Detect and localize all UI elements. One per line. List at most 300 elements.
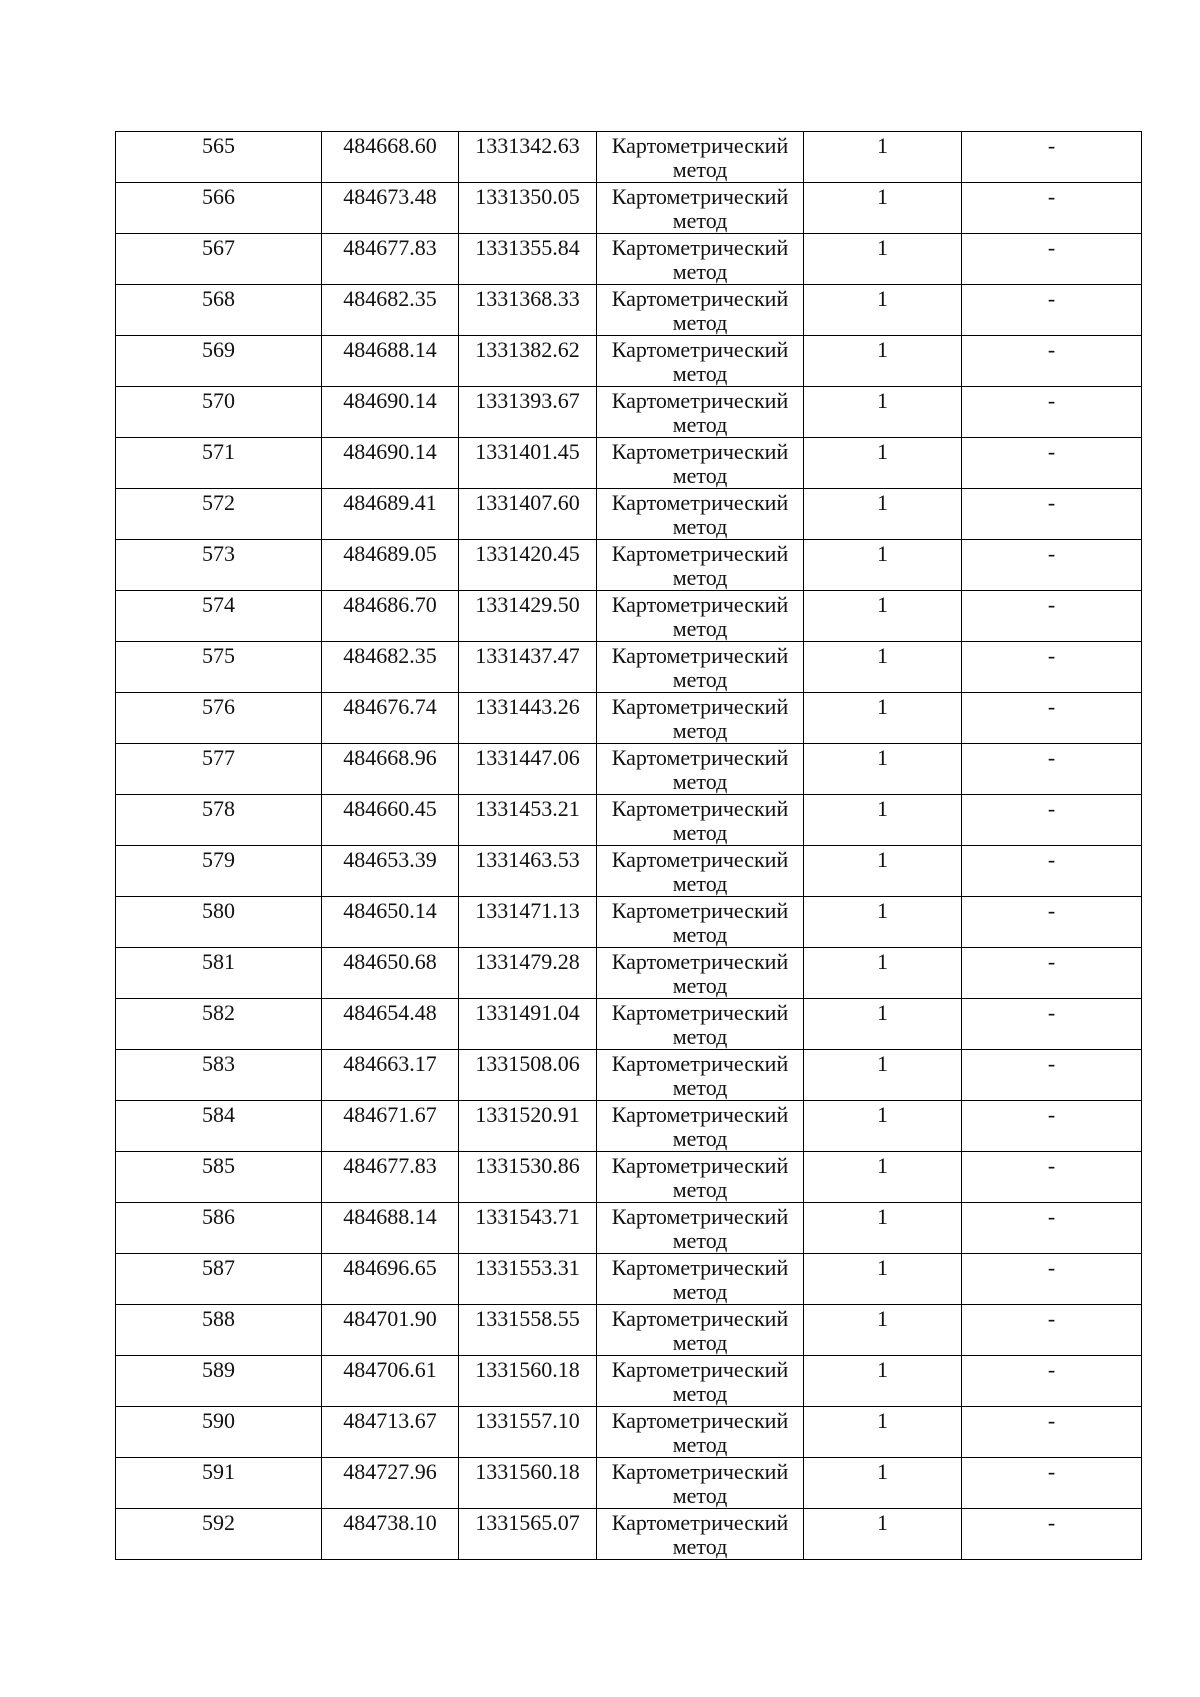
method-cell [597, 1101, 804, 1152]
x-coordinate-cell-text: 484660.45 [343, 796, 437, 821]
method-cell-text: Картометрический метод [611, 388, 789, 437]
y-coordinate-cell-text: 1331463.53 [475, 847, 580, 872]
x-coordinate-cell-text: 484668.96 [343, 745, 437, 770]
method-cell-text: Картометрический метод [611, 1459, 789, 1508]
y-coordinate-cell [459, 1407, 597, 1458]
y-coordinate-cell-text: 1331342.63 [475, 133, 580, 158]
method-cell-text: Картометрический метод [611, 592, 789, 641]
note-cell [962, 693, 1142, 744]
note-cell [962, 1356, 1142, 1407]
x-coordinate-cell-text: 484701.90 [343, 1306, 437, 1331]
y-coordinate-cell-text: 1331471.13 [475, 898, 580, 923]
note-cell-text: - [1047, 796, 1056, 821]
note-cell [962, 795, 1142, 846]
note-cell-text: - [1047, 745, 1056, 770]
method-cell-text: Картометрический метод [611, 235, 789, 284]
accuracy-cell-text: 1 [877, 541, 888, 566]
note-cell-text: - [1047, 439, 1056, 464]
point-number-cell [116, 744, 322, 795]
accuracy-cell-text: 1 [877, 1051, 888, 1076]
point-number-cell [116, 1305, 322, 1356]
method-cell [597, 540, 804, 591]
accuracy-cell [804, 489, 962, 540]
note-cell [962, 132, 1142, 183]
point-number-cell-text: 580 [202, 898, 235, 923]
y-coordinate-cell-text: 1331558.55 [475, 1306, 580, 1331]
accuracy-cell-text: 1 [877, 592, 888, 617]
method-cell [597, 183, 804, 234]
y-coordinate-cell [459, 591, 597, 642]
table-row [116, 693, 1142, 744]
point-number-cell [116, 948, 322, 999]
note-cell [962, 1509, 1142, 1560]
table-row [116, 438, 1142, 489]
y-coordinate-cell-text: 1331382.62 [475, 337, 580, 362]
accuracy-cell-text: 1 [877, 184, 888, 209]
point-number-cell-text: 565 [202, 133, 235, 158]
x-coordinate-cell-text: 484682.35 [343, 643, 437, 668]
point-number-cell-text: 579 [202, 847, 235, 872]
accuracy-cell [804, 1050, 962, 1101]
y-coordinate-cell [459, 897, 597, 948]
x-coordinate-cell-text: 484663.17 [343, 1051, 437, 1076]
note-cell-text: - [1047, 235, 1056, 260]
y-coordinate-cell [459, 1305, 597, 1356]
point-number-cell [116, 1152, 322, 1203]
method-cell-text: Картометрический метод [611, 439, 789, 488]
method-cell-text: Картометрический метод [611, 1255, 789, 1304]
accuracy-cell [804, 285, 962, 336]
y-coordinate-cell [459, 387, 597, 438]
x-coordinate-cell-text: 484690.14 [343, 388, 437, 413]
method-cell-text: Картометрический метод [611, 1306, 789, 1355]
y-coordinate-cell-text: 1331429.50 [475, 592, 580, 617]
point-number-cell [116, 438, 322, 489]
point-number-cell [116, 999, 322, 1050]
note-cell-text: - [1047, 1102, 1056, 1127]
y-coordinate-cell [459, 846, 597, 897]
point-number-cell [116, 336, 322, 387]
note-cell-text: - [1047, 847, 1056, 872]
x-coordinate-cell [322, 744, 459, 795]
note-cell-text: - [1047, 133, 1056, 158]
table-row [116, 744, 1142, 795]
method-cell [597, 999, 804, 1050]
method-cell-text: Картометрический метод [611, 1510, 789, 1559]
method-cell-text: Картометрический метод [611, 847, 789, 896]
x-coordinate-cell-text: 484713.67 [343, 1408, 437, 1433]
table-row [116, 1407, 1142, 1458]
x-coordinate-cell [322, 1305, 459, 1356]
x-coordinate-cell [322, 642, 459, 693]
point-number-cell [116, 897, 322, 948]
accuracy-cell-text: 1 [877, 1459, 888, 1484]
note-cell [962, 438, 1142, 489]
note-cell-text: - [1047, 541, 1056, 566]
accuracy-cell-text: 1 [877, 388, 888, 413]
note-cell-text: - [1047, 1306, 1056, 1331]
accuracy-cell [804, 999, 962, 1050]
method-cell-text: Картометрический метод [611, 133, 789, 182]
point-number-cell-text: 572 [202, 490, 235, 515]
y-coordinate-cell [459, 642, 597, 693]
x-coordinate-cell [322, 591, 459, 642]
note-cell [962, 1101, 1142, 1152]
accuracy-cell-text: 1 [877, 745, 888, 770]
accuracy-cell [804, 1509, 962, 1560]
accuracy-cell [804, 591, 962, 642]
point-number-cell [116, 1509, 322, 1560]
y-coordinate-cell [459, 285, 597, 336]
note-cell-text: - [1047, 1408, 1056, 1433]
method-cell [597, 1509, 804, 1560]
point-number-cell-text: 586 [202, 1204, 235, 1229]
accuracy-cell-text: 1 [877, 1000, 888, 1025]
accuracy-cell-text: 1 [877, 1255, 888, 1280]
method-cell-text: Картометрический метод [611, 184, 789, 233]
x-coordinate-cell-text: 484686.70 [343, 592, 437, 617]
note-cell [962, 1152, 1142, 1203]
x-coordinate-cell [322, 1356, 459, 1407]
point-number-cell-text: 585 [202, 1153, 235, 1178]
x-coordinate-cell [322, 1101, 459, 1152]
point-number-cell-text: 584 [202, 1102, 235, 1127]
method-cell [597, 1254, 804, 1305]
point-number-cell [116, 132, 322, 183]
accuracy-cell-text: 1 [877, 643, 888, 668]
method-cell-text: Картометрический метод [611, 1051, 789, 1100]
table-row [116, 387, 1142, 438]
point-number-cell-text: 570 [202, 388, 235, 413]
table-row [116, 795, 1142, 846]
note-cell [962, 999, 1142, 1050]
method-cell-text: Картометрический метод [611, 1153, 789, 1202]
method-cell [597, 1458, 804, 1509]
note-cell-text: - [1047, 694, 1056, 719]
y-coordinate-cell [459, 489, 597, 540]
method-cell [597, 897, 804, 948]
method-cell [597, 1356, 804, 1407]
method-cell [597, 438, 804, 489]
note-cell [962, 1203, 1142, 1254]
y-coordinate-cell-text: 1331560.18 [475, 1459, 580, 1484]
table-row [116, 1152, 1142, 1203]
y-coordinate-cell-text: 1331350.05 [475, 184, 580, 209]
table-row [116, 591, 1142, 642]
table-row [116, 183, 1142, 234]
table-row [116, 540, 1142, 591]
method-cell-text: Картометрический метод [611, 286, 789, 335]
note-cell [962, 1305, 1142, 1356]
table-row [116, 1305, 1142, 1356]
method-cell [597, 285, 804, 336]
accuracy-cell [804, 642, 962, 693]
x-coordinate-cell [322, 1458, 459, 1509]
y-coordinate-cell-text: 1331565.07 [475, 1510, 580, 1535]
method-cell-text: Картометрический метод [611, 643, 789, 692]
method-cell [597, 948, 804, 999]
method-cell-text: Картометрический метод [611, 1000, 789, 1049]
x-coordinate-cell-text: 484689.41 [343, 490, 437, 515]
method-cell [597, 1305, 804, 1356]
point-number-cell [116, 489, 322, 540]
point-number-cell-text: 575 [202, 643, 235, 668]
x-coordinate-cell [322, 1152, 459, 1203]
y-coordinate-cell [459, 1050, 597, 1101]
method-cell-text: Картометрический метод [611, 1102, 789, 1151]
accuracy-cell-text: 1 [877, 337, 888, 362]
point-number-cell-text: 590 [202, 1408, 235, 1433]
note-cell-text: - [1047, 1000, 1056, 1025]
y-coordinate-cell [459, 948, 597, 999]
point-number-cell [116, 1203, 322, 1254]
method-cell [597, 693, 804, 744]
method-cell-text: Картометрический метод [611, 1204, 789, 1253]
y-coordinate-cell [459, 540, 597, 591]
y-coordinate-cell-text: 1331447.06 [475, 745, 580, 770]
table-row [116, 336, 1142, 387]
y-coordinate-cell [459, 795, 597, 846]
y-coordinate-cell-text: 1331401.45 [475, 439, 580, 464]
x-coordinate-cell [322, 693, 459, 744]
table-row [116, 1509, 1142, 1560]
accuracy-cell-text: 1 [877, 1153, 888, 1178]
method-cell-text: Картометрический метод [611, 745, 789, 794]
point-number-cell [116, 795, 322, 846]
accuracy-cell-text: 1 [877, 235, 888, 260]
accuracy-cell-text: 1 [877, 898, 888, 923]
accuracy-cell [804, 183, 962, 234]
point-number-cell-text: 581 [202, 949, 235, 974]
x-coordinate-cell-text: 484671.67 [343, 1102, 437, 1127]
y-coordinate-cell-text: 1331443.26 [475, 694, 580, 719]
x-coordinate-cell [322, 540, 459, 591]
coordinates-table [115, 131, 1142, 1560]
table-row [116, 642, 1142, 693]
point-number-cell-text: 573 [202, 541, 235, 566]
point-number-cell [116, 1101, 322, 1152]
y-coordinate-cell-text: 1331557.10 [475, 1408, 580, 1433]
y-coordinate-cell-text: 1331530.86 [475, 1153, 580, 1178]
table-row [116, 1356, 1142, 1407]
point-number-cell-text: 574 [202, 592, 235, 617]
accuracy-cell-text: 1 [877, 796, 888, 821]
point-number-cell-text: 566 [202, 184, 235, 209]
x-coordinate-cell-text: 484738.10 [343, 1510, 437, 1535]
method-cell-text: Картометрический метод [611, 694, 789, 743]
x-coordinate-cell-text: 484673.48 [343, 184, 437, 209]
accuracy-cell [804, 948, 962, 999]
y-coordinate-cell-text: 1331560.18 [475, 1357, 580, 1382]
method-cell-text: Картометрический метод [611, 796, 789, 845]
x-coordinate-cell-text: 484688.14 [343, 1204, 437, 1229]
y-coordinate-cell-text: 1331437.47 [475, 643, 580, 668]
method-cell-text: Картометрический метод [611, 337, 789, 386]
x-coordinate-cell [322, 1254, 459, 1305]
point-number-cell [116, 540, 322, 591]
table-row [116, 1254, 1142, 1305]
y-coordinate-cell-text: 1331520.91 [475, 1102, 580, 1127]
point-number-cell-text: 568 [202, 286, 235, 311]
accuracy-cell [804, 846, 962, 897]
note-cell-text: - [1047, 949, 1056, 974]
note-cell [962, 234, 1142, 285]
accuracy-cell-text: 1 [877, 286, 888, 311]
accuracy-cell-text: 1 [877, 1204, 888, 1229]
x-coordinate-cell-text: 484650.14 [343, 898, 437, 923]
table-row [116, 132, 1142, 183]
note-cell [962, 183, 1142, 234]
note-cell-text: - [1047, 1204, 1056, 1229]
point-number-cell [116, 1458, 322, 1509]
y-coordinate-cell-text: 1331543.71 [475, 1204, 580, 1229]
method-cell [597, 591, 804, 642]
table-row [116, 1101, 1142, 1152]
x-coordinate-cell [322, 336, 459, 387]
point-number-cell-text: 591 [202, 1459, 235, 1484]
accuracy-cell-text: 1 [877, 1102, 888, 1127]
x-coordinate-cell-text: 484677.83 [343, 1153, 437, 1178]
x-coordinate-cell [322, 1050, 459, 1101]
method-cell-text: Картометрический метод [611, 541, 789, 590]
point-number-cell [116, 285, 322, 336]
accuracy-cell [804, 1254, 962, 1305]
y-coordinate-cell-text: 1331355.84 [475, 235, 580, 260]
note-cell-text: - [1047, 1459, 1056, 1484]
table-row [116, 897, 1142, 948]
table-row [116, 999, 1142, 1050]
table-row [116, 285, 1142, 336]
note-cell [962, 1254, 1142, 1305]
point-number-cell-text: 578 [202, 796, 235, 821]
table-row [116, 846, 1142, 897]
accuracy-cell-text: 1 [877, 1510, 888, 1535]
x-coordinate-cell [322, 897, 459, 948]
coordinates-table-body [116, 132, 1142, 1560]
x-coordinate-cell-text: 484696.65 [343, 1255, 437, 1280]
accuracy-cell [804, 540, 962, 591]
y-coordinate-cell [459, 132, 597, 183]
x-coordinate-cell-text: 484677.83 [343, 235, 437, 260]
note-cell-text: - [1047, 184, 1056, 209]
note-cell-text: - [1047, 1357, 1056, 1382]
x-coordinate-cell-text: 484706.61 [343, 1357, 437, 1382]
point-number-cell-text: 577 [202, 745, 235, 770]
accuracy-cell-text: 1 [877, 1408, 888, 1433]
note-cell-text: - [1047, 643, 1056, 668]
point-number-cell [116, 1050, 322, 1101]
table-row [116, 1050, 1142, 1101]
note-cell [962, 387, 1142, 438]
y-coordinate-cell-text: 1331393.67 [475, 388, 580, 413]
note-cell-text: - [1047, 388, 1056, 413]
y-coordinate-cell [459, 999, 597, 1050]
point-number-cell [116, 234, 322, 285]
point-number-cell-text: 567 [202, 235, 235, 260]
note-cell-text: - [1047, 1153, 1056, 1178]
note-cell [962, 846, 1142, 897]
x-coordinate-cell [322, 183, 459, 234]
x-coordinate-cell-text: 484668.60 [343, 133, 437, 158]
x-coordinate-cell-text: 484653.39 [343, 847, 437, 872]
method-cell [597, 795, 804, 846]
y-coordinate-cell [459, 1101, 597, 1152]
note-cell [962, 591, 1142, 642]
method-cell [597, 489, 804, 540]
y-coordinate-cell-text: 1331368.33 [475, 286, 580, 311]
note-cell [962, 744, 1142, 795]
y-coordinate-cell [459, 336, 597, 387]
note-cell-text: - [1047, 337, 1056, 362]
accuracy-cell [804, 693, 962, 744]
accuracy-cell-text: 1 [877, 490, 888, 515]
point-number-cell-text: 583 [202, 1051, 235, 1076]
note-cell [962, 540, 1142, 591]
method-cell [597, 642, 804, 693]
point-number-cell [116, 183, 322, 234]
point-number-cell [116, 591, 322, 642]
method-cell [597, 1203, 804, 1254]
accuracy-cell [804, 1458, 962, 1509]
method-cell [597, 336, 804, 387]
x-coordinate-cell [322, 846, 459, 897]
point-number-cell-text: 569 [202, 337, 235, 362]
accuracy-cell [804, 336, 962, 387]
note-cell [962, 285, 1142, 336]
point-number-cell-text: 589 [202, 1357, 235, 1382]
note-cell-text: - [1047, 490, 1056, 515]
y-coordinate-cell-text: 1331508.06 [475, 1051, 580, 1076]
accuracy-cell [804, 1356, 962, 1407]
accuracy-cell-text: 1 [877, 1357, 888, 1382]
note-cell [962, 642, 1142, 693]
x-coordinate-cell [322, 1407, 459, 1458]
accuracy-cell-text: 1 [877, 847, 888, 872]
point-number-cell-text: 571 [202, 439, 235, 464]
point-number-cell [116, 846, 322, 897]
method-cell-text: Картометрический метод [611, 1408, 789, 1457]
y-coordinate-cell [459, 1254, 597, 1305]
point-number-cell [116, 1407, 322, 1458]
point-number-cell-text: 582 [202, 1000, 235, 1025]
x-coordinate-cell [322, 1203, 459, 1254]
method-cell [597, 234, 804, 285]
note-cell-text: - [1047, 286, 1056, 311]
point-number-cell [116, 387, 322, 438]
x-coordinate-cell-text: 484688.14 [343, 337, 437, 362]
note-cell [962, 1050, 1142, 1101]
accuracy-cell [804, 132, 962, 183]
accuracy-cell-text: 1 [877, 133, 888, 158]
note-cell-text: - [1047, 1051, 1056, 1076]
x-coordinate-cell [322, 999, 459, 1050]
x-coordinate-cell [322, 795, 459, 846]
x-coordinate-cell [322, 438, 459, 489]
table-row [116, 489, 1142, 540]
y-coordinate-cell [459, 1152, 597, 1203]
x-coordinate-cell-text: 484654.48 [343, 1000, 437, 1025]
y-coordinate-cell-text: 1331491.04 [475, 1000, 580, 1025]
method-cell-text: Картометрический метод [611, 1357, 789, 1406]
x-coordinate-cell [322, 387, 459, 438]
x-coordinate-cell [322, 132, 459, 183]
y-coordinate-cell-text: 1331420.45 [475, 541, 580, 566]
note-cell [962, 1458, 1142, 1509]
accuracy-cell [804, 744, 962, 795]
method-cell [597, 846, 804, 897]
note-cell [962, 897, 1142, 948]
table-row [116, 1458, 1142, 1509]
